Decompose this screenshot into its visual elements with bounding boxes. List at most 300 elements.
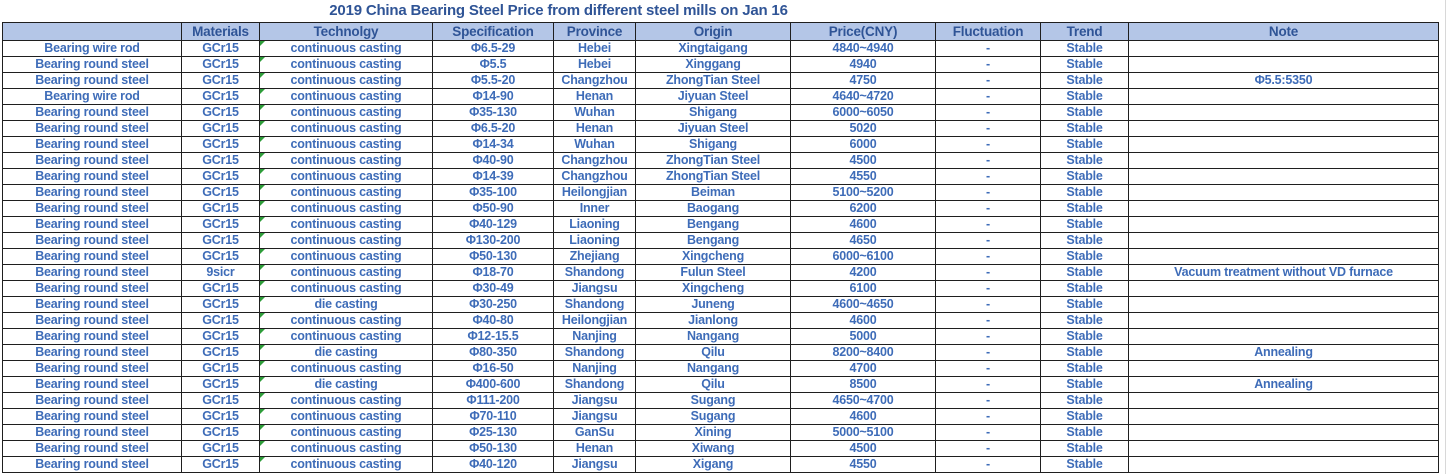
table-row [3, 232, 1439, 248]
cell-province[interactable]: Hebei [554, 56, 636, 72]
cell-note[interactable]: Φ5.5:5350 [1129, 72, 1439, 88]
cell-note[interactable] [1129, 408, 1439, 424]
table-row [3, 88, 1439, 104]
cell-origin[interactable]: Xigang [636, 456, 791, 472]
column-header-fluctuation[interactable]: Fluctuation [936, 22, 1041, 40]
cell-origin[interactable]: Sugang [636, 408, 791, 424]
cell-fluctuation[interactable]: - [936, 408, 1041, 424]
cell-technology[interactable]: continuous casting [260, 232, 433, 248]
cell-fluctuation[interactable]: - [936, 280, 1041, 296]
cell-specification[interactable]: Φ50-90 [433, 200, 554, 216]
cell-technology[interactable]: continuous casting [260, 424, 433, 440]
cell-technology[interactable]: continuous casting [260, 440, 433, 456]
cell-trend[interactable]: Stable [1041, 328, 1129, 344]
cell-origin[interactable]: Qilu [636, 344, 791, 360]
cell-trend[interactable]: Stable [1041, 136, 1129, 152]
cell-price[interactable]: 8200~8400 [791, 344, 936, 360]
cell-price[interactable]: 6000~6100 [791, 248, 936, 264]
cell-technology[interactable]: continuous casting [260, 248, 433, 264]
cell-product[interactable]: Bearing round steel [3, 440, 182, 456]
cell-trend[interactable]: Stable [1041, 168, 1129, 184]
cell-error-marker-icon [260, 425, 265, 430]
cell-note[interactable] [1129, 104, 1439, 120]
cell-materials[interactable]: 9sicr [182, 264, 260, 280]
cell-trend[interactable]: Stable [1041, 360, 1129, 376]
table-row [3, 104, 1439, 120]
cell-price[interactable]: 4650 [791, 232, 936, 248]
cell-specification[interactable]: Φ25-130 [433, 424, 554, 440]
cell-specification[interactable]: Φ70-110 [433, 408, 554, 424]
cell-technology[interactable]: continuous casting [260, 168, 433, 184]
cell-technology[interactable]: continuous casting [260, 280, 433, 296]
cell-specification[interactable]: Φ40-90 [433, 152, 554, 168]
cell-province[interactable]: Wuhan [554, 104, 636, 120]
cell-trend[interactable]: Stable [1041, 280, 1129, 296]
cell-technology[interactable]: continuous casting [260, 200, 433, 216]
cell-price[interactable]: 6000~6050 [791, 104, 936, 120]
cell-note[interactable] [1129, 248, 1439, 264]
cell-origin[interactable]: Beiman [636, 184, 791, 200]
cell-specification[interactable]: Φ40-129 [433, 216, 554, 232]
cell-product[interactable]: Bearing round steel [3, 56, 182, 72]
cell-price[interactable]: 4600 [791, 408, 936, 424]
cell-trend[interactable]: Stable [1041, 200, 1129, 216]
cell-specification[interactable]: Φ5.5-20 [433, 72, 554, 88]
cell-province[interactable]: Henan [554, 88, 636, 104]
cell-fluctuation[interactable]: - [936, 152, 1041, 168]
cell-specification[interactable]: Φ40-80 [433, 312, 554, 328]
cell-product[interactable]: Bearing round steel [3, 408, 182, 424]
cell-origin[interactable]: Fulun Steel [636, 264, 791, 280]
cell-province[interactable]: Shandong [554, 296, 636, 312]
cell-fluctuation[interactable]: - [936, 40, 1041, 56]
cell-materials[interactable]: GCr15 [182, 312, 260, 328]
column-header-note[interactable]: Note [1129, 22, 1439, 40]
cell-origin[interactable]: ZhongTian Steel [636, 168, 791, 184]
cell-product[interactable]: Bearing round steel [3, 248, 182, 264]
cell-note[interactable] [1129, 40, 1439, 56]
cell-note[interactable] [1129, 232, 1439, 248]
cell-fluctuation[interactable]: - [936, 344, 1041, 360]
cell-materials[interactable]: GCr15 [182, 344, 260, 360]
cell-note[interactable] [1129, 296, 1439, 312]
cell-materials[interactable]: GCr15 [182, 216, 260, 232]
cell-origin[interactable]: Xining [636, 424, 791, 440]
cell-technology[interactable]: continuous casting [260, 184, 433, 200]
cell-trend[interactable]: Stable [1041, 184, 1129, 200]
cell-technology[interactable]: continuous casting [260, 328, 433, 344]
cell-technology[interactable]: continuous casting [260, 104, 433, 120]
cell-fluctuation[interactable]: - [936, 184, 1041, 200]
cell-technology[interactable]: continuous casting [260, 72, 433, 88]
cell-origin[interactable]: Xinggang [636, 56, 791, 72]
cell-province[interactable]: Hebei [554, 40, 636, 56]
table-row [3, 40, 1439, 56]
cell-error-marker-icon [260, 137, 265, 142]
cell-origin[interactable]: Nangang [636, 328, 791, 344]
cell-price[interactable]: 6200 [791, 200, 936, 216]
cell-trend[interactable]: Stable [1041, 104, 1129, 120]
cell-materials[interactable]: GCr15 [182, 296, 260, 312]
cell-technology[interactable]: die casting [260, 376, 433, 392]
cell-product[interactable]: Bearing wire rod [3, 88, 182, 104]
cell-origin[interactable]: Nangang [636, 360, 791, 376]
cell-note[interactable] [1129, 312, 1439, 328]
cell-fluctuation[interactable]: - [936, 232, 1041, 248]
cell-fluctuation[interactable]: - [936, 104, 1041, 120]
cell-specification[interactable]: Φ6.5-20 [433, 120, 554, 136]
cell-product[interactable]: Bearing round steel [3, 456, 182, 472]
cell-price[interactable]: 4650~4700 [791, 392, 936, 408]
cell-fluctuation[interactable]: - [936, 136, 1041, 152]
table-row [3, 328, 1439, 344]
cell-price[interactable]: 4840~4940 [791, 40, 936, 56]
cell-specification[interactable]: Φ50-130 [433, 248, 554, 264]
cell-price[interactable]: 4600 [791, 216, 936, 232]
cell-product[interactable]: Bearing round steel [3, 264, 182, 280]
cell-product[interactable]: Bearing round steel [3, 216, 182, 232]
cell-materials[interactable]: GCr15 [182, 408, 260, 424]
cell-materials[interactable]: GCr15 [182, 424, 260, 440]
cell-note[interactable] [1129, 120, 1439, 136]
column-header-product[interactable] [3, 22, 182, 40]
cell-trend[interactable]: Stable [1041, 440, 1129, 456]
cell-product[interactable]: Bearing round steel [3, 344, 182, 360]
table-row [3, 152, 1439, 168]
cell-materials[interactable]: GCr15 [182, 104, 260, 120]
cell-note[interactable]: Annealing [1129, 344, 1439, 360]
cell-trend[interactable]: Stable [1041, 312, 1129, 328]
cell-province[interactable]: Jiangsu [554, 408, 636, 424]
cell-price[interactable]: 5100~5200 [791, 184, 936, 200]
cell-note[interactable] [1129, 440, 1439, 456]
cell-technology[interactable]: continuous casting [260, 56, 433, 72]
cell-materials[interactable]: GCr15 [182, 248, 260, 264]
cell-trend[interactable]: Stable [1041, 88, 1129, 104]
cell-trend[interactable]: Stable [1041, 56, 1129, 72]
cell-product[interactable]: Bearing round steel [3, 424, 182, 440]
cell-technology[interactable]: die casting [260, 344, 433, 360]
cell-fluctuation[interactable]: - [936, 424, 1041, 440]
cell-product[interactable]: Bearing round steel [3, 328, 182, 344]
cell-fluctuation[interactable]: - [936, 72, 1041, 88]
cell-price[interactable]: 4750 [791, 72, 936, 88]
cell-trend[interactable]: Stable [1041, 120, 1129, 136]
cell-province[interactable]: Liaoning [554, 216, 636, 232]
column-header-specification[interactable]: Specification [433, 22, 554, 40]
cell-trend[interactable]: Stable [1041, 72, 1129, 88]
cell-product[interactable]: Bearing round steel [3, 72, 182, 88]
cell-province[interactable]: Inner [554, 200, 636, 216]
cell-price[interactable]: 5000~5100 [791, 424, 936, 440]
cell-price[interactable]: 6100 [791, 280, 936, 296]
cell-technology[interactable]: continuous casting [260, 136, 433, 152]
cell-technology[interactable]: continuous casting [260, 152, 433, 168]
cell-specification[interactable]: Φ111-200 [433, 392, 554, 408]
cell-fluctuation[interactable]: - [936, 360, 1041, 376]
title-row-spacer [3, 0, 182, 22]
cell-product[interactable]: Bearing round steel [3, 360, 182, 376]
cell-price[interactable]: 4500 [791, 152, 936, 168]
cell-materials[interactable]: GCr15 [182, 200, 260, 216]
cell-product[interactable]: Bearing round steel [3, 392, 182, 408]
cell-technology[interactable]: continuous casting [260, 40, 433, 56]
table-row [3, 280, 1439, 296]
cell-province[interactable]: Wuhan [554, 136, 636, 152]
title-row [3, 0, 1439, 22]
cell-specification[interactable]: Φ30-49 [433, 280, 554, 296]
cell-province[interactable]: Changzhou [554, 152, 636, 168]
cell-fluctuation[interactable]: - [936, 168, 1041, 184]
cell-materials[interactable]: GCr15 [182, 120, 260, 136]
cell-error-marker-icon [260, 377, 265, 382]
cell-specification[interactable]: Φ40-120 [433, 456, 554, 472]
cell-fluctuation[interactable]: - [936, 216, 1041, 232]
cell-price[interactable]: 8500 [791, 376, 936, 392]
cell-note[interactable] [1129, 456, 1439, 472]
cell-trend[interactable]: Stable [1041, 456, 1129, 472]
cell-materials[interactable]: GCr15 [182, 88, 260, 104]
cell-note[interactable] [1129, 184, 1439, 200]
cell-province[interactable]: Henan [554, 120, 636, 136]
cell-price[interactable]: 4550 [791, 168, 936, 184]
cell-trend[interactable]: Stable [1041, 408, 1129, 424]
cell-province[interactable]: Changzhou [554, 72, 636, 88]
cell-materials[interactable]: GCr15 [182, 360, 260, 376]
cell-materials[interactable]: GCr15 [182, 72, 260, 88]
cell-error-marker-icon [260, 265, 265, 270]
column-header-trend[interactable]: Trend [1041, 22, 1129, 40]
cell-note[interactable]: Annealing [1129, 376, 1439, 392]
cell-origin[interactable]: ZhongTian Steel [636, 72, 791, 88]
column-header-technology[interactable]: Technolgy [260, 22, 433, 40]
cell-trend[interactable]: Stable [1041, 424, 1129, 440]
cell-technology[interactable]: continuous casting [260, 264, 433, 280]
cell-price[interactable]: 5000 [791, 328, 936, 344]
cell-province[interactable]: Jiangsu [554, 392, 636, 408]
column-header-price[interactable]: Price(CNY) [791, 22, 936, 40]
cell-note[interactable] [1129, 280, 1439, 296]
cell-origin[interactable]: Xingtaigang [636, 40, 791, 56]
cell-price[interactable]: 4500 [791, 440, 936, 456]
cell-price[interactable]: 5020 [791, 120, 936, 136]
cell-product[interactable]: Bearing round steel [3, 312, 182, 328]
cell-error-marker-icon [260, 457, 265, 462]
cell-technology[interactable]: continuous casting [260, 392, 433, 408]
cell-price[interactable]: 4700 [791, 360, 936, 376]
cell-origin[interactable]: Bengang [636, 216, 791, 232]
cell-note[interactable] [1129, 200, 1439, 216]
cell-province[interactable]: Heilongjian [554, 184, 636, 200]
cell-note[interactable] [1129, 392, 1439, 408]
cell-materials[interactable]: GCr15 [182, 232, 260, 248]
cell-technology[interactable]: continuous casting [260, 88, 433, 104]
cell-technology[interactable]: continuous casting [260, 360, 433, 376]
cell-trend[interactable]: Stable [1041, 296, 1129, 312]
cell-fluctuation[interactable]: - [936, 456, 1041, 472]
cell-province[interactable]: Henan [554, 440, 636, 456]
cell-province[interactable]: GanSu [554, 424, 636, 440]
cell-trend[interactable]: Stable [1041, 248, 1129, 264]
cell-fluctuation[interactable]: - [936, 120, 1041, 136]
cell-note[interactable] [1129, 360, 1439, 376]
table-row [3, 136, 1439, 152]
cell-province[interactable]: Nanjing [554, 328, 636, 344]
cell-fluctuation[interactable]: - [936, 328, 1041, 344]
cell-specification[interactable]: Φ16-50 [433, 360, 554, 376]
header-row [3, 22, 1439, 40]
cell-fluctuation[interactable]: - [936, 440, 1041, 456]
cell-note[interactable] [1129, 56, 1439, 72]
cell-materials[interactable]: GCr15 [182, 392, 260, 408]
cell-product[interactable]: Bearing round steel [3, 296, 182, 312]
cell-province[interactable]: Shandong [554, 344, 636, 360]
cell-specification[interactable]: Φ30-250 [433, 296, 554, 312]
column-header-materials[interactable]: Materials [182, 22, 260, 40]
cell-materials[interactable]: GCr15 [182, 328, 260, 344]
cell-technology[interactable]: continuous casting [260, 456, 433, 472]
cell-fluctuation[interactable]: - [936, 392, 1041, 408]
cell-trend[interactable]: Stable [1041, 232, 1129, 248]
cell-province[interactable]: Liaoning [554, 232, 636, 248]
cell-error-marker-icon [260, 121, 265, 126]
cell-origin[interactable]: Jianlong [636, 312, 791, 328]
cell-price[interactable]: 4600~4650 [791, 296, 936, 312]
cell-materials[interactable]: GCr15 [182, 376, 260, 392]
cell-materials[interactable]: GCr15 [182, 136, 260, 152]
cell-specification[interactable]: Φ6.5-29 [433, 40, 554, 56]
column-header-province[interactable]: Province [554, 22, 636, 40]
cell-note[interactable]: Vacuum treatment without VD furnace [1129, 264, 1439, 280]
cell-materials[interactable]: GCr15 [182, 440, 260, 456]
cell-fluctuation[interactable]: - [936, 376, 1041, 392]
cell-price[interactable]: 4600 [791, 312, 936, 328]
cell-specification[interactable]: Φ35-130 [433, 104, 554, 120]
cell-note[interactable] [1129, 136, 1439, 152]
cell-note[interactable] [1129, 168, 1439, 184]
cell-product[interactable]: Bearing round steel [3, 168, 182, 184]
cell-technology[interactable]: die casting [260, 296, 433, 312]
cell-fluctuation[interactable]: - [936, 88, 1041, 104]
cell-origin[interactable]: Sugang [636, 392, 791, 408]
cell-fluctuation[interactable]: - [936, 56, 1041, 72]
cell-note[interactable] [1129, 152, 1439, 168]
cell-materials[interactable]: GCr15 [182, 40, 260, 56]
cell-price[interactable]: 4640~4720 [791, 88, 936, 104]
cell-specification[interactable]: Φ80-350 [433, 344, 554, 360]
cell-province[interactable]: Heilongjian [554, 312, 636, 328]
cell-origin[interactable]: Shigang [636, 104, 791, 120]
cell-province[interactable]: Shandong [554, 376, 636, 392]
table-row [3, 312, 1439, 328]
cell-product[interactable]: Bearing round steel [3, 280, 182, 296]
cell-materials[interactable]: GCr15 [182, 152, 260, 168]
cell-materials[interactable]: GCr15 [182, 456, 260, 472]
cell-error-marker-icon [260, 361, 265, 366]
cell-technology[interactable]: continuous casting [260, 120, 433, 136]
cell-specification[interactable]: Φ50-130 [433, 440, 554, 456]
cell-fluctuation[interactable]: - [936, 200, 1041, 216]
cell-price[interactable]: 4940 [791, 56, 936, 72]
cell-materials[interactable]: GCr15 [182, 184, 260, 200]
cell-specification[interactable]: Φ14-39 [433, 168, 554, 184]
cell-price[interactable]: 4550 [791, 456, 936, 472]
cell-technology[interactable]: continuous casting [260, 408, 433, 424]
cell-specification[interactable]: Φ12-15.5 [433, 328, 554, 344]
cell-product[interactable]: Bearing round steel [3, 120, 182, 136]
column-header-origin[interactable]: Origin [636, 22, 791, 40]
cell-specification[interactable]: Φ5.5 [433, 56, 554, 72]
cell-product[interactable]: Bearing round steel [3, 376, 182, 392]
cell-origin[interactable]: Juneng [636, 296, 791, 312]
cell-materials[interactable]: GCr15 [182, 168, 260, 184]
cell-origin[interactable]: Qilu [636, 376, 791, 392]
cell-province[interactable]: Jiangsu [554, 456, 636, 472]
cell-trend[interactable]: Stable [1041, 344, 1129, 360]
cell-origin[interactable]: Jiyuan Steel [636, 88, 791, 104]
cell-origin[interactable]: Jiyuan Steel [636, 120, 791, 136]
cell-province[interactable]: Zhejiang [554, 248, 636, 264]
cell-note[interactable] [1129, 424, 1439, 440]
cell-technology[interactable]: continuous casting [260, 312, 433, 328]
cell-trend[interactable]: Stable [1041, 376, 1129, 392]
cell-specification[interactable]: Φ14-34 [433, 136, 554, 152]
cell-product[interactable]: Bearing round steel [3, 232, 182, 248]
cell-origin[interactable]: Xingcheng [636, 280, 791, 296]
cell-fluctuation[interactable]: - [936, 312, 1041, 328]
cell-materials[interactable]: GCr15 [182, 280, 260, 296]
title-row-spacer [936, 0, 1439, 22]
cell-fluctuation[interactable]: - [936, 296, 1041, 312]
cell-trend[interactable]: Stable [1041, 216, 1129, 232]
cell-origin[interactable]: Bengang [636, 232, 791, 248]
cell-origin[interactable]: ZhongTian Steel [636, 152, 791, 168]
cell-trend[interactable]: Stable [1041, 264, 1129, 280]
cell-product[interactable]: Bearing round steel [3, 136, 182, 152]
cell-product[interactable]: Bearing round steel [3, 184, 182, 200]
cell-product[interactable]: Bearing round steel [3, 200, 182, 216]
cell-note[interactable] [1129, 328, 1439, 344]
cell-origin[interactable]: Shigang [636, 136, 791, 152]
cell-specification[interactable]: Φ130-200 [433, 232, 554, 248]
cell-product[interactable]: Bearing round steel [3, 104, 182, 120]
cell-trend[interactable]: Stable [1041, 40, 1129, 56]
cell-origin[interactable]: Xingcheng [636, 248, 791, 264]
cell-product[interactable]: Bearing round steel [3, 152, 182, 168]
cell-specification[interactable]: Φ14-90 [433, 88, 554, 104]
cell-note[interactable] [1129, 88, 1439, 104]
cell-specification[interactable]: Φ35-100 [433, 184, 554, 200]
cell-origin[interactable]: Baogang [636, 200, 791, 216]
cell-materials[interactable]: GCr15 [182, 56, 260, 72]
cell-price[interactable]: 4200 [791, 264, 936, 280]
cell-trend[interactable]: Stable [1041, 152, 1129, 168]
cell-note[interactable] [1129, 216, 1439, 232]
cell-specification[interactable]: Φ18-70 [433, 264, 554, 280]
cell-technology[interactable]: continuous casting [260, 216, 433, 232]
cell-product[interactable]: Bearing wire rod [3, 40, 182, 56]
cell-specification[interactable]: Φ400-600 [433, 376, 554, 392]
cell-trend[interactable]: Stable [1041, 392, 1129, 408]
cell-province[interactable]: Jiangsu [554, 280, 636, 296]
cell-province[interactable]: Changzhou [554, 168, 636, 184]
cell-province[interactable]: Shandong [554, 264, 636, 280]
cell-price[interactable]: 6000 [791, 136, 936, 152]
cell-province[interactable]: Nanjing [554, 360, 636, 376]
cell-fluctuation[interactable]: - [936, 264, 1041, 280]
cell-fluctuation[interactable]: - [936, 248, 1041, 264]
cell-origin[interactable]: Xiwang [636, 440, 791, 456]
